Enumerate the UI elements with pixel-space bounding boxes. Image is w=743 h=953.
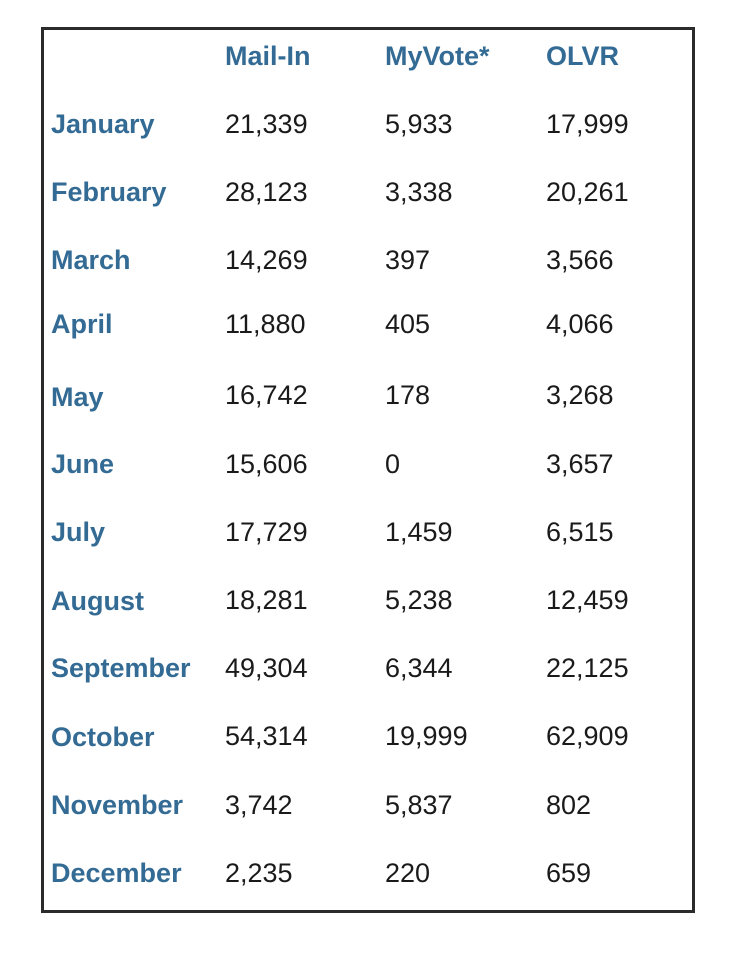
mail-in-value: 21,339: [225, 109, 308, 139]
month-label: October: [51, 722, 155, 752]
myvote-value: 220: [385, 858, 431, 888]
mail-in-value: 14,269: [225, 245, 308, 275]
month-label: February: [51, 177, 167, 207]
month-label: September: [51, 653, 191, 683]
mail-in-value: 18,281: [225, 585, 308, 615]
myvote-value: 5,837: [385, 790, 453, 820]
mail-in-value: 49,304: [225, 653, 308, 683]
mail-in-value: 3,742: [225, 790, 293, 820]
myvote-value: 397: [385, 245, 431, 275]
myvote-value: 1,459: [385, 517, 453, 547]
olvr-value: 20,261: [546, 177, 629, 207]
olvr-value: 6,515: [546, 517, 614, 547]
mail-in-value: 11,880: [225, 309, 306, 339]
myvote-value: 3,338: [385, 177, 453, 207]
myvote-value: 5,238: [385, 585, 453, 615]
month-label: January: [51, 109, 155, 139]
olvr-value: 12,459: [546, 585, 629, 615]
myvote-value: 6,344: [385, 653, 453, 683]
myvote-value: 178: [385, 380, 431, 410]
month-label: July: [51, 517, 106, 547]
mail-in-value: 17,729: [225, 517, 308, 547]
olvr-value: 22,125: [546, 653, 629, 683]
olvr-value: 17,999: [546, 109, 629, 139]
olvr-value: 3,268: [546, 380, 614, 410]
mail-in-value: 16,742: [225, 380, 308, 410]
myvote-value: 405: [385, 309, 431, 339]
mail-in-value: 15,606: [225, 449, 308, 479]
myvote-value: 5,933: [385, 109, 453, 139]
month-label: April: [51, 309, 113, 339]
myvote-value: 19,999: [385, 721, 468, 751]
olvr-value: 659: [546, 858, 592, 888]
olvr-value: 3,566: [546, 245, 614, 275]
myvote-value: 0: [385, 449, 401, 479]
month-label: June: [51, 449, 115, 479]
month-label: May: [51, 382, 104, 412]
month-label: August: [51, 586, 144, 616]
header-mail-in: Mail-In: [225, 41, 311, 71]
olvr-value: 802: [546, 790, 592, 820]
header-myvote: MyVote*: [385, 41, 490, 71]
olvr-value: 4,066: [546, 309, 614, 339]
month-label: March: [51, 245, 131, 275]
mail-in-value: 54,314: [225, 721, 308, 751]
month-label: November: [51, 790, 184, 820]
header-olvr: OLVR: [546, 41, 619, 71]
month-label: December: [51, 858, 182, 888]
mail-in-value: 28,123: [225, 177, 308, 207]
mail-in-value: 2,235: [225, 858, 293, 888]
olvr-value: 3,657: [546, 449, 614, 479]
olvr-value: 62,909: [546, 721, 629, 751]
